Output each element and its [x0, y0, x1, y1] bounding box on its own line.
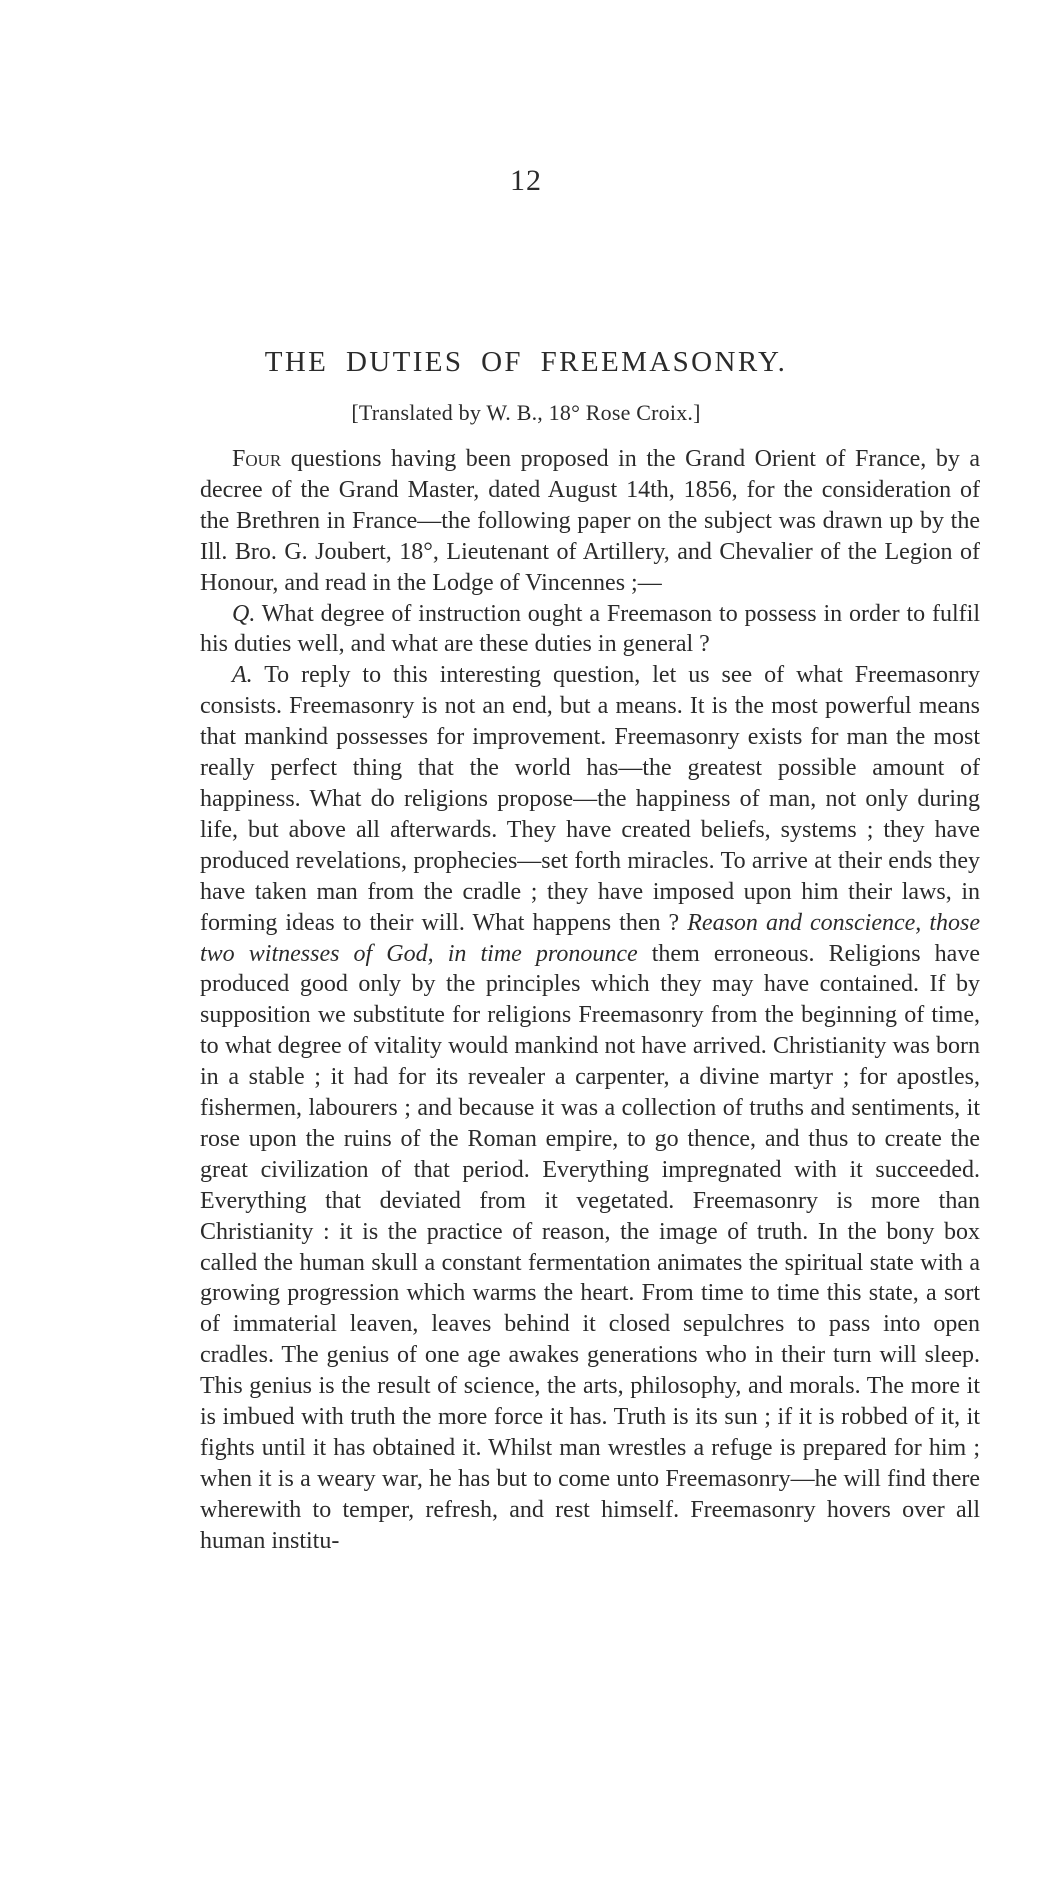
paragraph-question [200, 599, 980, 661]
paragraph-text: To reply to this interesting question, let us see of what Freemasonry consists. Freemasonry is not an end, but a means. It is the most powerful means that mankind possesses for improvement. Freemasonry exists for man the most really perfect thing that the world has—the greatest possible amount of happiness. What do religions propose—the happiness of man, not only during life, but above all afterwards. They have created beliefs, systems ; they have produced revelations, prophecies—set forth miracles. To arrive at their ends they have taken man from the cradle ; they have imposed upon him their laws, in forming ideas to their will. What happens then ? [200, 662, 980, 936]
paragraph-text: What degree of instruction ought a Freemason to possess in order to fulfil his duties well, and what are these duties in general ? [200, 600, 980, 658]
question-marker: Q. [232, 600, 256, 627]
article-body [200, 444, 980, 1557]
paragraph-lead: Four [232, 446, 282, 472]
paragraph-intro [200, 444, 980, 599]
answer-marker: A. [232, 662, 253, 689]
paragraph-answer [200, 660, 980, 1556]
article-title: THE DUTIES OF FREEMASONRY. [264, 346, 788, 378]
page-number: 12 [510, 164, 542, 197]
paragraph-text: questions having been proposed in the Grand Orient of France, by a decree of the Grand Master, dated August 14th, 1856, for the consideration of the Brethren in France—the following paper on the subject was drawn up by the Ill. Bro. G. Joubert, 18°, Lieutenant of Artillery, and Chevalier of the Legion of Honour, and read in the Lodge of Vincennes ;— [200, 446, 980, 596]
paragraph-text-continued: them erroneous. Religions have produced good only by the principles which they may have contained. If by supposition we substitute for religions Freemasonry from the beginning of time, to what degree of vitality would mankind not have arrived. Christianity was born in a stable ; it had for its revealer a carpenter, a divine martyr ; for apostles, fishermen, labourers ; and because it was a collection of truths and sentiments, it rose upon the ruins of the Roman empire, to go thence, and thus to create the great civilization of that period. Everything impregnated with it succeeded. Everything that deviated from it vegetated. Freemasonry is more than Christianity : it is the practice of reason, the image of truth. In the bony box called the human skull a constant fermentation animates the spiritual state with a growing progression which warms the heart. From time to time this state, a sort of immaterial leaven, leaves behind it closed sepulchres to pass into open cradles. The genius of one age awakes generations who in their turn will sleep. This genius is the result of science, the arts, philosophy, and morals. The more it is imbued with truth the more force it has. Truth is its sun ; if it is robbed of it, it fights until it has obtained it. Whilst man wrestles a refuge is prepared for him ; when it is a weary war, he has but to come unto Freemasonry—he will find there wherewith to temper, refresh, and rest himself. Freemasonry hovers over all human institu- [200, 940, 980, 1554]
translator-note: [Translated by W. B., 18° Rose Croix.] [351, 400, 701, 425]
italic-phrase: Reason and conscience, those two witnesses of God, in time pronounce [200, 909, 980, 967]
